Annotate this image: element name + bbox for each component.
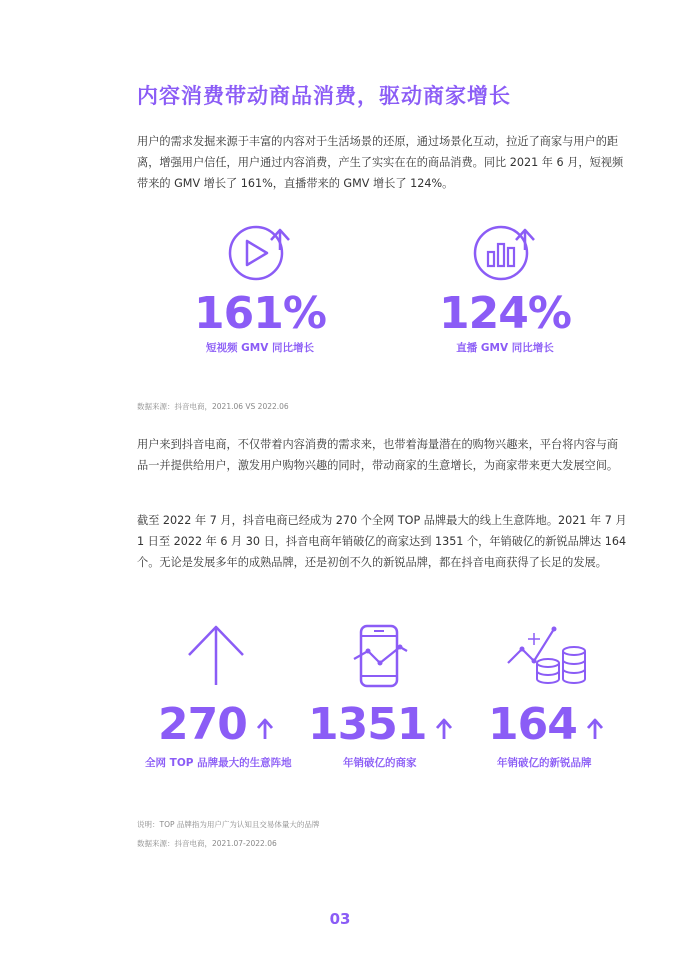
body-paragraph-3: 截至 2022 年 7 月，抖音电商已经成为 270 个全网 TOP 品牌最大的线上生意阵地。2021 年 7 月 1 日至 2022 年 6 月 30 日，抖音电商年销破亿的商家达到 1351 个，年销破亿的新锐品牌达 164 个。无论是发展多年的成熟品牌，还是初创不久的新锐品牌，都在抖音电商获得了长足的发展。	[137, 514, 627, 569]
stat-short-video-gmv	[180, 222, 340, 355]
page-number: 03	[329, 910, 351, 928]
stat-value: 161%	[194, 288, 326, 339]
bar-chart-growth-icon	[468, 222, 542, 282]
stat-live-gmv	[425, 222, 585, 355]
trend-coins-icon	[504, 621, 594, 691]
up-arrow-icon	[255, 717, 275, 741]
stat-value: 124%	[439, 288, 571, 339]
stat-new-brands	[488, 699, 605, 750]
stat-label-billion-merchants: 年销破亿的商家	[343, 757, 417, 769]
big-up-arrow-icon	[183, 621, 249, 687]
up-arrow-icon	[585, 717, 605, 741]
stat-billion-merchants	[308, 699, 454, 750]
stat-label-top-brands: 全网 TOP 品牌最大的生意阵地	[145, 757, 292, 769]
stat-value: 164	[488, 699, 577, 750]
phone-chart-icon	[350, 621, 410, 691]
stat-top-brands	[158, 699, 275, 750]
page-title: 内容消费带动商品消费，驱动商家增长	[137, 84, 511, 108]
intro-paragraph: 用户的需求发掘来源于丰富的内容对于生活场景的还原，通过场景化互动，拉近了商家与用户的距离，增强用户信任，用户通过内容消费，产生了实实在在的商品消费。同比 2021 年 6 月，短视频带来的 GMV 增长了 161%，直播带来的 GMV 增长了 124%。	[137, 135, 624, 190]
up-arrow-icon	[434, 717, 454, 741]
stat-label-new-brands: 年销破亿的新锐品牌	[497, 757, 592, 769]
stat-label: 短视频 GMV 同比增长	[205, 342, 314, 354]
stat-label: 直播 GMV 同比增长	[456, 342, 554, 354]
stat-value: 1351	[308, 699, 427, 750]
body-paragraph-2: 用户来到抖音电商，不仅带着内容消费的需求来，也带着海量潜在的购物兴趣来，平台将内容与商品一并提供给用户，激发用户购物兴趣的同时，带动商家的生意增长，为商家带来更大发展空间。	[137, 438, 619, 472]
video-play-growth-icon	[223, 222, 297, 282]
footnote: 说明：TOP 品牌指为用户广为认知且交易体量大的品牌	[137, 820, 320, 829]
stat-value: 270	[158, 699, 247, 750]
data-source-top: 数据来源：抖音电商，2021.06 VS 2022.06	[137, 402, 289, 411]
data-source-bottom: 数据来源：抖音电商，2021.07-2022.06	[137, 839, 277, 848]
